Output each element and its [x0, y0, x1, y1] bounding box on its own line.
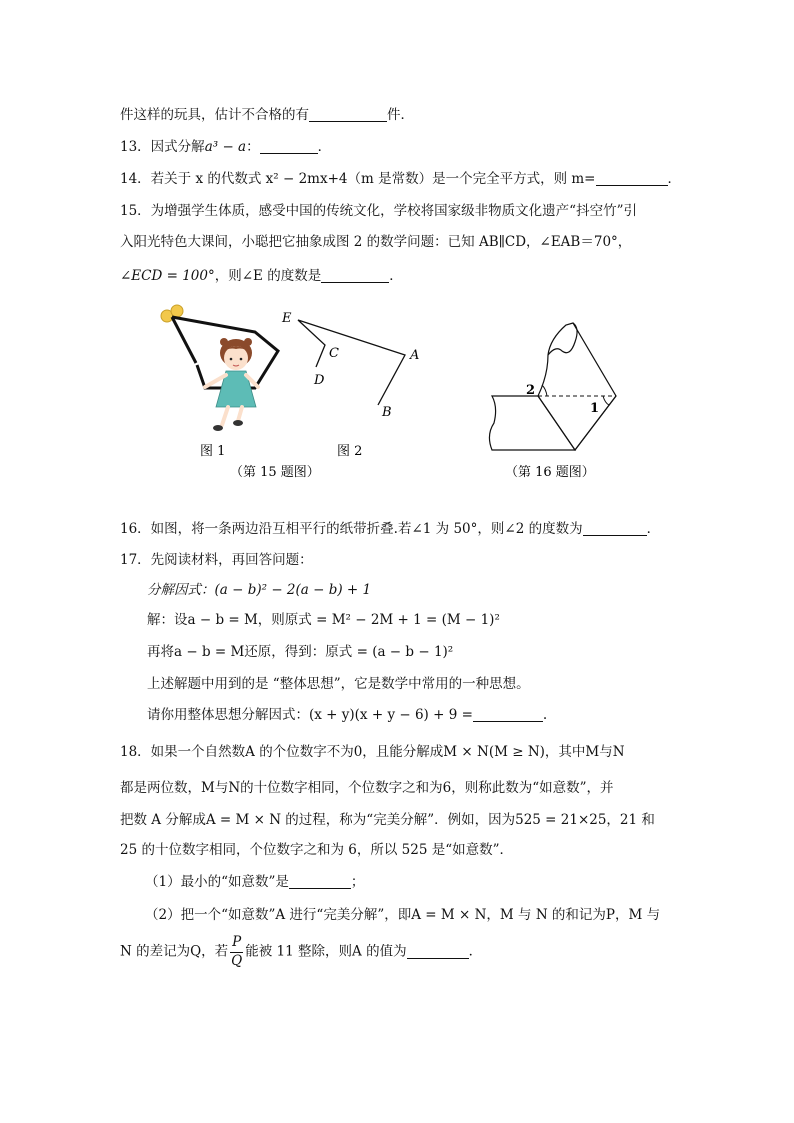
q15-line2	[120, 230, 631, 250]
angle-1-arc	[603, 396, 609, 405]
q16-text: 16．如图，将一条两边沿互相平行的纸带折叠.若∠1 为 50°，则∠2 的度数为	[120, 521, 583, 537]
q14-answer-blank[interactable]	[596, 171, 668, 186]
q18-text-4: 25 的十位数字相同，个位数字之和为 6，所以 525 是“如意数”．	[120, 842, 514, 858]
girl-left-shoe	[213, 425, 223, 431]
q17-note-text: 上述解题中用到的是 “整体思想”，它是数学中常用的一种思想。	[147, 676, 530, 692]
q17-restore-text: 再将a − b = M还原，得到：原式 = (a − b − 1)²	[147, 644, 454, 660]
girl-right-leg	[238, 407, 242, 421]
angle-2-arc	[542, 385, 547, 396]
q17-factor-text: 分解因式：(a − b)² − 2(a − b) + 1	[147, 582, 372, 598]
q15-text-1: 15．为增强学生体质，感受中国的传统文化，学校将国家级非物质文化遗产“抖空竹”引	[120, 203, 637, 219]
q14-text: 14．若关于 x 的代数式 x² − 2mx+4（m 是常数）是一个完全平方式，则 m=	[120, 171, 596, 187]
q13-expression: a³ − a	[204, 139, 247, 155]
q14	[120, 167, 681, 187]
q18-part2-tail: ．	[468, 943, 483, 960]
q15-line3	[120, 264, 403, 284]
q12-text: 件这样的玩具，估计不合格的有	[120, 107, 309, 123]
q16	[120, 517, 660, 537]
strip-lower-band	[489, 396, 575, 450]
q18-text-3: 把数 A 分解成A = M × N 的过程，称为“完美分解”．例如，因为525 = 21×25，21 和	[120, 812, 655, 828]
diabolo-ball-2	[171, 305, 183, 317]
q18-part2-pre: N 的差记为Q，若	[120, 943, 229, 960]
q18-line4	[120, 838, 513, 858]
point-A-label: A	[410, 348, 420, 363]
figure-16-folded-strip	[489, 323, 616, 450]
q13-colon: ：	[246, 139, 260, 155]
fraction-p-over-q	[230, 936, 243, 968]
figures-area	[0, 295, 794, 495]
q17-solution	[147, 608, 500, 628]
q18-part2-answer-blank[interactable]	[407, 944, 469, 959]
q12-tail: 件．	[387, 107, 414, 123]
q15-answer-blank[interactable]	[321, 268, 389, 283]
q15-tail: ．	[389, 268, 403, 284]
figure-2-geometry	[281, 311, 419, 420]
figure-16-caption: （第 16 题图）	[505, 465, 595, 480]
diabolo-stick	[172, 317, 196, 363]
q18-part2-cont	[120, 936, 482, 968]
q17	[120, 548, 313, 568]
q15-angle-ecd: ∠ECD = 100°	[120, 268, 215, 284]
figure-1-label: 图 1	[200, 444, 226, 459]
q13-tail: ．	[317, 139, 332, 155]
q13-text: 13．因式分解	[120, 139, 205, 155]
q17-restore	[147, 640, 453, 660]
q16-answer-blank[interactable]	[583, 521, 647, 536]
q14-tail: ．	[667, 171, 681, 187]
girl-bun-left	[220, 338, 228, 346]
q18-line3	[120, 808, 655, 828]
angle-1-label: 1	[590, 401, 600, 416]
q12-answer-blank[interactable]	[309, 107, 387, 122]
q12-continuation	[120, 103, 414, 123]
q15-text-2: 入阳光特色大课间，小聪把它抽象成图 2 的数学问题：已知 AB∥CD，∠EAB＝70°，	[120, 234, 632, 250]
q15-text-3: ，则∠E 的度数是	[214, 268, 322, 284]
q18-part1	[145, 870, 364, 890]
q18-part1-tail: ；	[350, 874, 365, 890]
q17-answer-blank[interactable]	[473, 707, 543, 722]
q17-question	[147, 703, 547, 723]
q18-part2	[145, 903, 660, 923]
q18-text-1: 18．如果一个自然数A 的个位数字不为0，且能分解成M × N(M ≥ N)，其中M与N	[120, 744, 625, 760]
point-E-label: E	[282, 311, 292, 326]
q13	[120, 135, 331, 155]
q18-part2-post: 能被 11 整除，则A 的值为	[245, 943, 407, 960]
girl-right-shoe	[233, 420, 243, 426]
q18-text-2: 都是两位数，M与N的十位数字相同，个位数字之和为6，则称此数为“如意数”，并	[120, 780, 614, 796]
fraction-numerator: P	[230, 936, 243, 953]
point-C-label: C	[329, 346, 339, 361]
q17-solution-text: 解：设a − b = M，则原式 = M² − 2M + 1 = (M − 1)²	[147, 612, 500, 628]
figure-2-label: 图 2	[337, 444, 363, 459]
q18-line1	[120, 740, 625, 760]
angle-2-label: 2	[526, 383, 536, 398]
girl-bun-right	[244, 338, 252, 346]
q17-tail: .	[542, 707, 548, 723]
q16-tail: ．	[646, 521, 661, 537]
q17-question-text: 请你用整体思想分解因式：(x + y)(x + y − 6) + 9 =	[147, 707, 473, 723]
girl-eye-left	[230, 358, 233, 361]
segment-D-C-E-A-B	[298, 320, 405, 405]
strip-folded-band	[538, 323, 616, 450]
q15-line1	[120, 199, 637, 219]
q13-answer-blank[interactable]	[260, 139, 318, 154]
figure-15-caption: （第 15 题图）	[230, 465, 320, 480]
q17-factor	[147, 578, 371, 598]
q18-part1-answer-blank[interactable]	[289, 874, 351, 889]
q18-line2	[120, 776, 614, 796]
point-D-label: D	[314, 373, 325, 388]
q18-part2-text: （2）把一个“如意数”A 进行“完美分解”，即A = M × N，M 与 N 的和记为P，M 与	[145, 907, 661, 923]
girl-left-leg	[222, 407, 228, 425]
point-B-label: B	[382, 405, 392, 420]
q17-text: 17．先阅读材料，再回答问题：	[120, 552, 313, 568]
girl-eye-right	[240, 358, 243, 361]
q17-note	[147, 672, 530, 692]
q18-part1-text: （1）最小的“如意数”是	[145, 874, 289, 890]
figure-1-girl-diabolo	[161, 305, 278, 431]
fraction-denominator: Q	[231, 952, 243, 969]
